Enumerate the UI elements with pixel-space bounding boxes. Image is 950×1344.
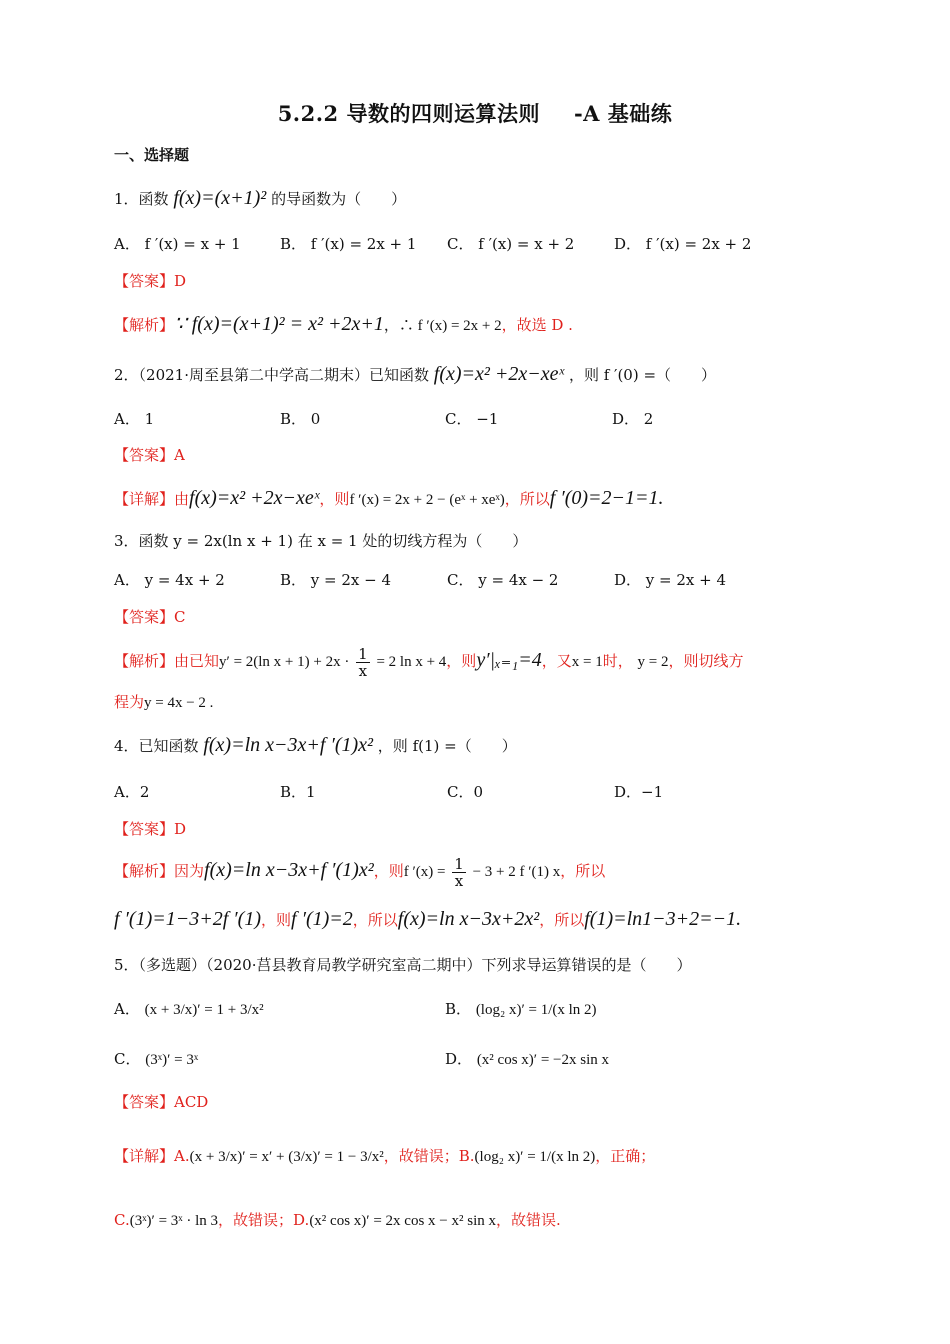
q4-option-a: A．2 — [114, 783, 150, 801]
q2-option-b: B． 0 — [280, 410, 321, 428]
q2-option-a: A． 1 — [114, 410, 155, 428]
q3-option-c: C． y = 4x − 2 — [447, 571, 559, 589]
q4-explanation: 【解析】因为f(x)=ln x−3x+f ′(1)x²，则f ′(x) = $\frac{1}{x}$ − 3 + 2 f ′(1) x，所以 — [114, 854, 606, 890]
q1-explanation: 【解析】∵ f(x)=(x+1)² = x² +2x+1，∴ f ′(x) = 2x + 2，故选 D . — [114, 313, 573, 335]
q5-option-a: A． (x + 3/x)′ = 1 + 3/x² — [114, 1000, 264, 1018]
q1-option-a: A． f ′(x) = x + 1 — [114, 235, 241, 253]
q4-fraction: $\frac{1}{x}$ — [454, 854, 464, 890]
question-3-stem: 3．函数 y = 2x(ln x + 1) 在 x = 1 处的切线方程为（ ） — [114, 532, 528, 550]
q5-explanation-line2: C.(3ˣ)′ = 3ˣ · ln 3，故错误；D.(x² cos x)′ = 2x cos x − x² sin x，故错误. — [114, 1211, 561, 1229]
q5-option-b: B． (log₂ x)′ = 1/(x ln 2) — [445, 1000, 597, 1018]
q4-formula: f(x)=ln x−3x+f ′(1)x² — [203, 734, 374, 756]
q3-option-a: A． y = 4x + 2 — [114, 571, 225, 589]
title-sub: -A 基础练 — [573, 101, 673, 126]
q5-option-c: C． (3ˣ)′ = 3ˣ — [114, 1050, 199, 1068]
q4-option-c: C．0 — [447, 783, 484, 801]
q2-answer: 【答案】A — [114, 446, 185, 464]
q3-fraction: $\frac{1}{x}$ — [358, 644, 368, 680]
q3-explanation: 【解析】由已知y′ = 2(ln x + 1) + 2x · $\frac{1}{x}$ = 2 ln x + 4，则y′|ₓ₌₁=4，又x = 1时， y = 2，则切线方 — [114, 644, 744, 680]
title-main: 5.2.2 导数的四则运算法则 — [277, 101, 540, 126]
q3-explanation-line2: 程为y = 4x − 2 . — [114, 693, 214, 711]
q4-option-d: D．−1 — [614, 783, 664, 801]
q1-option-b: B． f ′(x) = 2x + 1 — [280, 235, 417, 253]
q2-explanation: 【详解】由f(x)=x² +2x−xeˣ，则f ′(x) = 2x + 2 − (eˣ + xeˣ)，所以f ′(0)=2−1=1. — [114, 487, 664, 509]
section-heading: 一、选择题 — [114, 146, 190, 164]
q4-answer: 【答案】D — [114, 820, 187, 838]
q1-option-c: C． f ′(x) = x + 2 — [447, 235, 575, 253]
q5-explanation: 【详解】A.(x + 3/x)′ = x′ + (3/x)′ = 1 − 3/x²，故错误；B.(log₂ x)′ = 1/(x ln 2)，正确； — [114, 1147, 656, 1165]
q2-formula: f(x)=x² +2x−xeˣ — [433, 363, 565, 385]
q3-option-b: B． y = 2x − 4 — [280, 571, 392, 589]
page-title — [0, 98, 950, 128]
q2-option-d: D． 2 — [612, 410, 654, 428]
q3-option-d: D． y = 2x + 4 — [614, 571, 727, 589]
q1-answer: 【答案】D — [114, 272, 187, 290]
q1-option-d: D． f ′(x) = 2x + 2 — [614, 235, 752, 253]
q4-explanation-line2: f ′(1)=1−3+2f ′(1)，则f ′(1)=2，所以f(x)=ln x−3x+2x²，所以f(1)=ln1−3+2=−1. — [114, 908, 742, 930]
q1-formula: f(x)=(x+1)² — [173, 187, 267, 209]
question-1-stem: 1．函数 f(x)=(x+1)² 的导函数为（ ） — [114, 187, 407, 209]
question-5-stem: 5．（多选题）（2020·莒县教育局教学研究室高二期中）下列求导运算错误的是（ ） — [114, 956, 692, 974]
q5-answer: 【答案】ACD — [114, 1093, 209, 1111]
q4-option-b: B．1 — [280, 783, 316, 801]
q5-option-d: D． (x² cos x)′ = −2x sin x — [445, 1050, 609, 1068]
q3-answer: 【答案】C — [114, 608, 186, 626]
q2-option-c: C． −1 — [445, 410, 499, 428]
question-2-stem: 2．（2021·周至县第二中学高二期末）已知函数 f(x)=x² +2x−xeˣ ，则 f ′(0) =（ ） — [114, 363, 717, 385]
question-4-stem: 4．已知函数 f(x)=ln x−3x+f ′(1)x² ，则 f(1) =（ ） — [114, 734, 517, 756]
